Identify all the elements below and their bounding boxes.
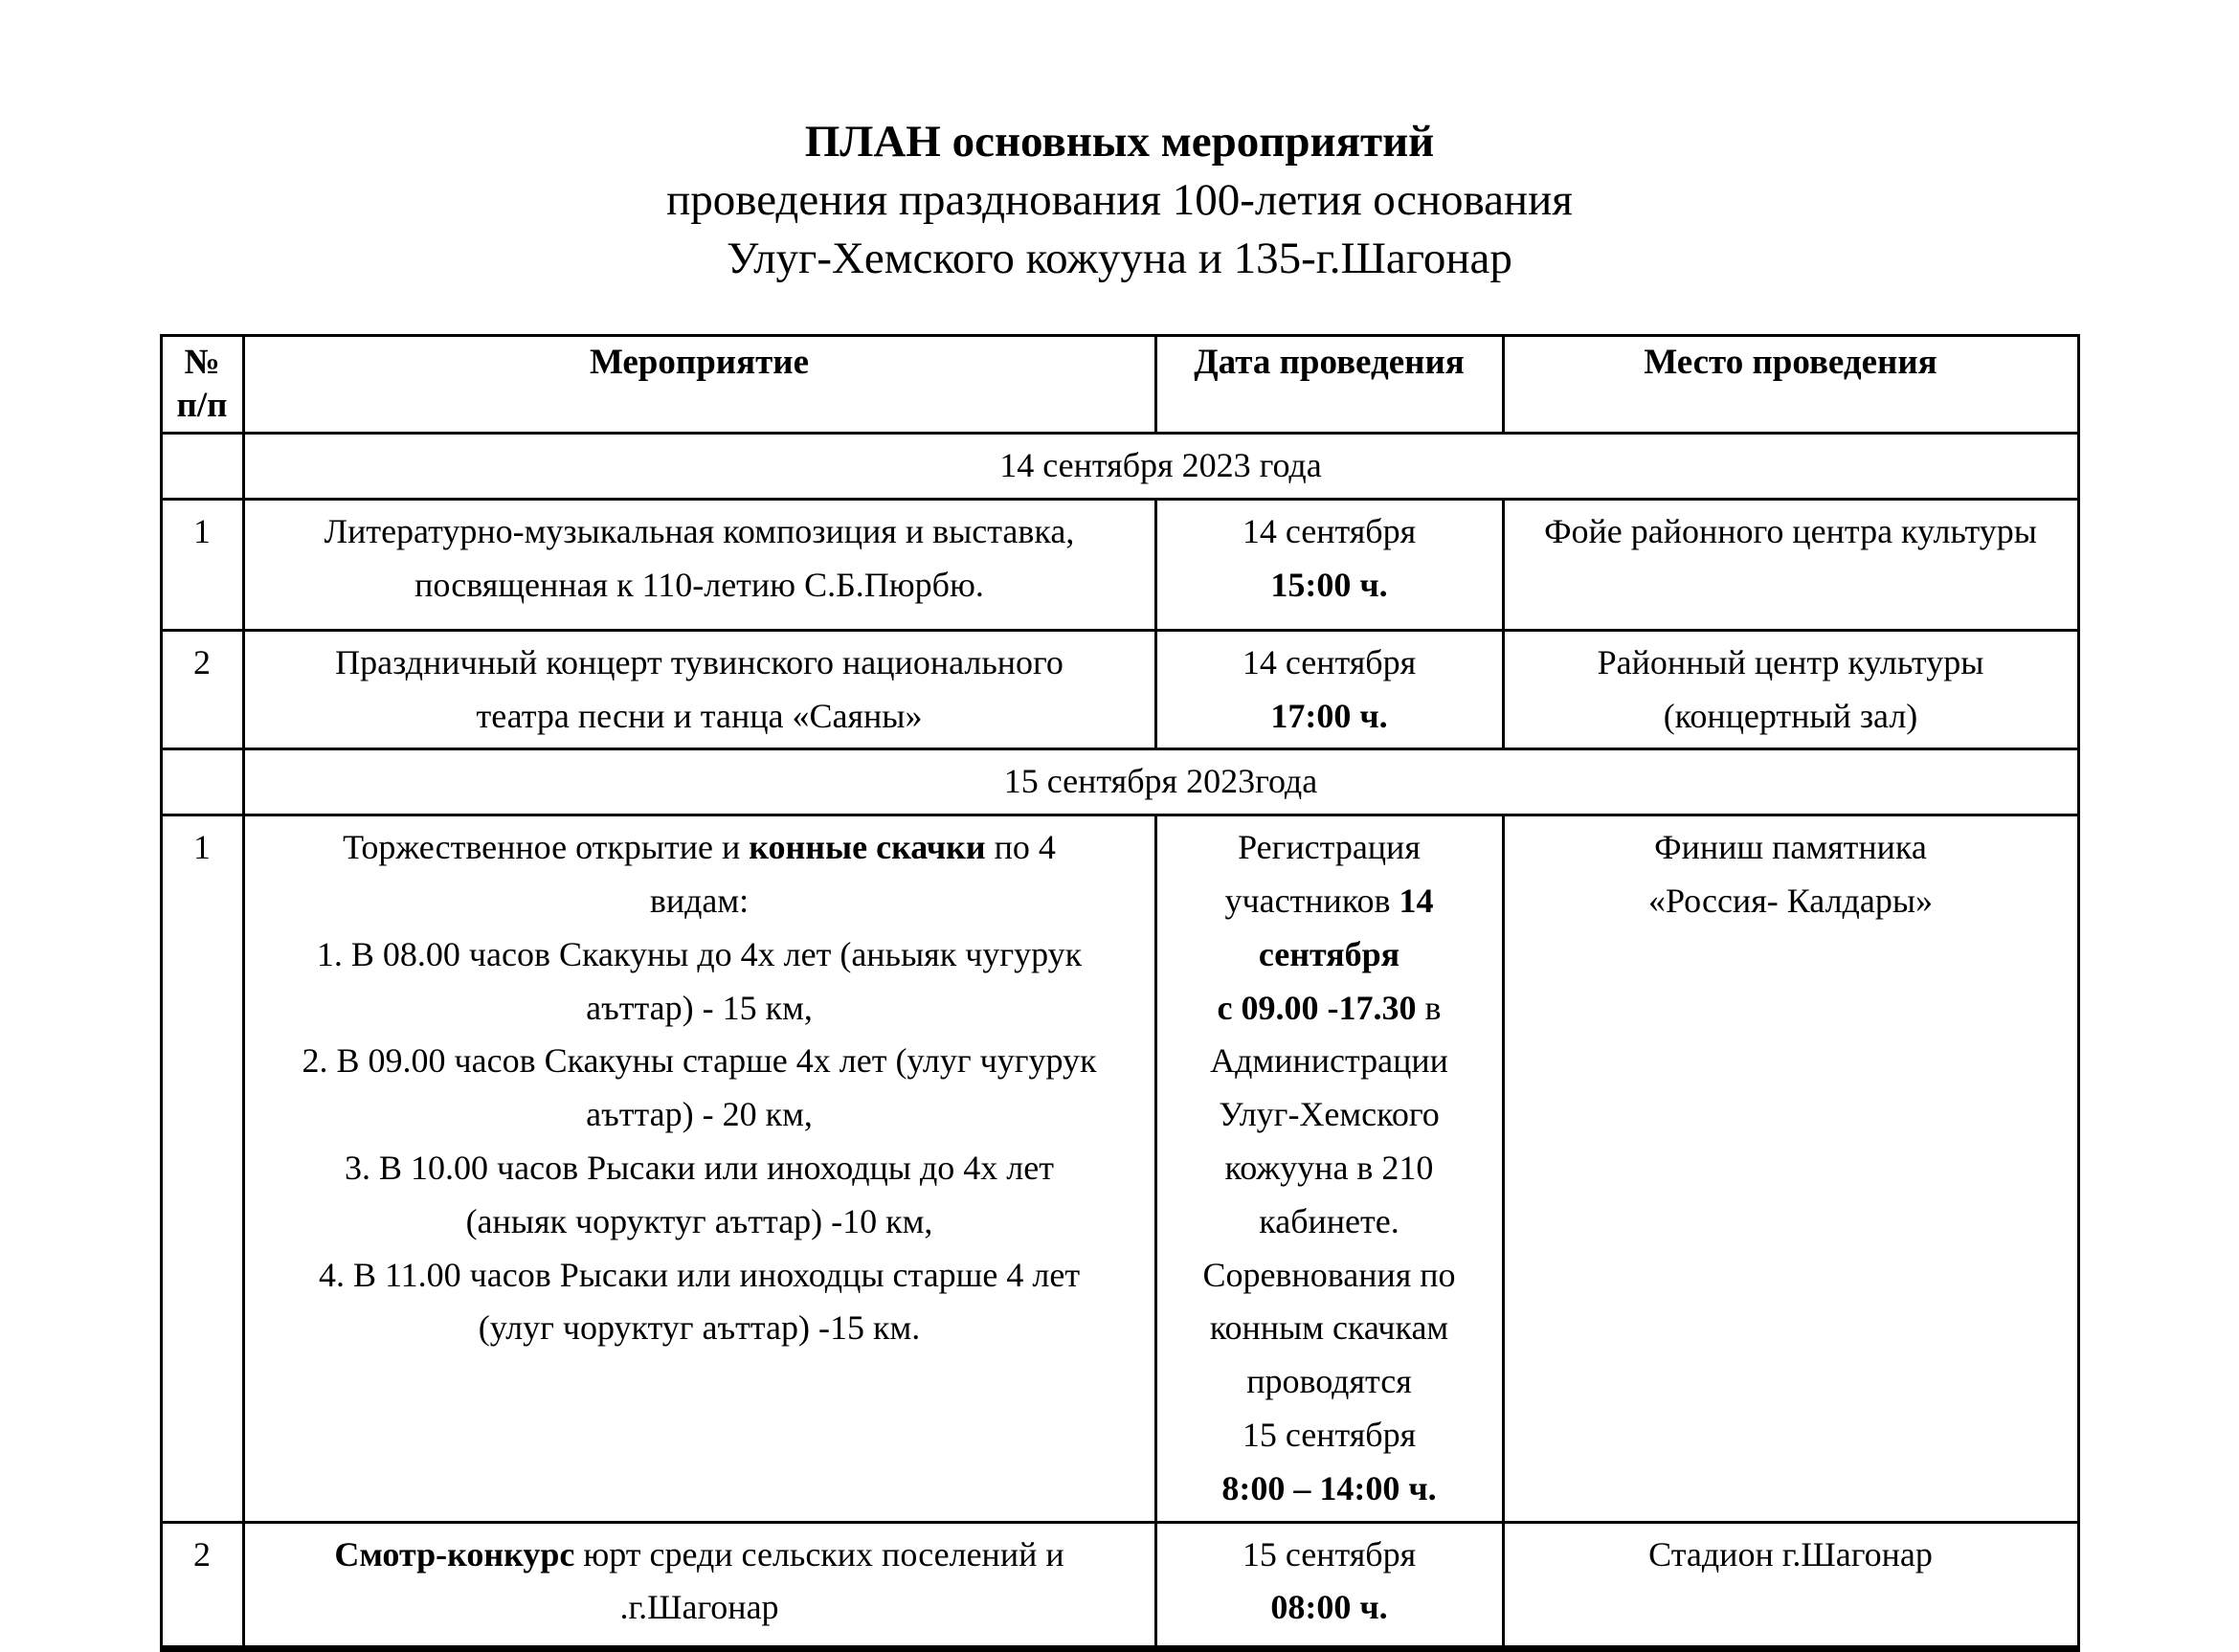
col-header-num-line1: № [184,343,220,383]
col-header-date: Дата проведения [1155,336,1503,434]
row-number-cell: 2 [161,630,243,749]
event-cell: Смотр-конкурс юрт среди сельских поселений и .г.Шагонар [243,1522,1155,1648]
event-cell: Праздничный концерт тувинского национального театра песни и танца «Саяны» [243,630,1155,749]
table-row [161,815,2078,1522]
event-cell: Литературно-музыкальная композиция и выставка, посвященная к 110-летию С.Б.Пюрбю. [243,499,1155,630]
row-number-cell: 1 [161,815,243,1522]
col-header-place: Место проведения [1503,336,2078,434]
section-num-cell [161,434,243,500]
event-cell: Торжественное открытие и конные скачки по 4 видам: 1. В 08.00 часов Скакуны до 4х лет (аньыяк чугурук аъттар) - 15 км, 2. В 09.00 часов Скакуны старше 4х лет (улуг чугурук аъттар) - 20 км, 3. В 10.00 часов Рысаки или иноходцы до 4х лет (аныяк чоруктуг аъттар) -10 км, 4. В 11.00 часов Рысаки или иноходцы старше 4 лет (улуг чоруктуг аъттар) -15 км. [243,815,1155,1522]
table-row [161,630,2078,749]
row-number-cell: 1 [161,499,243,630]
document-title [0,113,2239,288]
place-cell: Стадион г.Шагонар [1503,1522,2078,1648]
date-cell: Регистрация участников 14 сентября с 09.00 -17.30 в Администрации Улуг-Хемского кожууна в 210 кабинете. Соревнования по конным скачкам проводятся 15 сентября 8:00 – 14:00 ч. [1155,815,1503,1522]
table-header-row [161,336,2078,434]
table-row [161,499,2078,630]
section-num-cell [161,749,243,815]
place-cell: Районный центр культуры (концертный зал) [1503,630,2078,749]
date-cell: 14 сентября 17:00 ч. [1155,630,1503,749]
col-header-num [161,336,243,434]
place-cell: Фойе районного центра культуры [1503,499,2078,630]
section-row-15-september [161,749,2078,815]
section-row-14-september [161,434,2078,500]
section-heading-14-september: 14 сентября 2023 года [243,434,2078,500]
events-table [160,334,2080,1651]
date-cell: 15 сентября 08:00 ч. [1155,1522,1503,1648]
place-cell: Финиш памятника «Россия- Калдары» [1503,815,2078,1522]
section-heading-15-september: 15 сентября 2023года [243,749,2078,815]
title-line-3: Улуг-Хемского кожууна и 135-г.Шагонар [727,234,1512,284]
table-row [161,1522,2078,1648]
title-line-2: проведения празднования 100-летия основания [666,175,1573,226]
row-number-cell: 2 [161,1522,243,1648]
title-line-1: ПЛАН основных мероприятий [804,117,1435,167]
date-cell: 14 сентября 15:00 ч. [1155,499,1503,630]
col-header-num-line2: п/п [176,385,228,425]
col-header-event: Мероприятие [243,336,1155,434]
